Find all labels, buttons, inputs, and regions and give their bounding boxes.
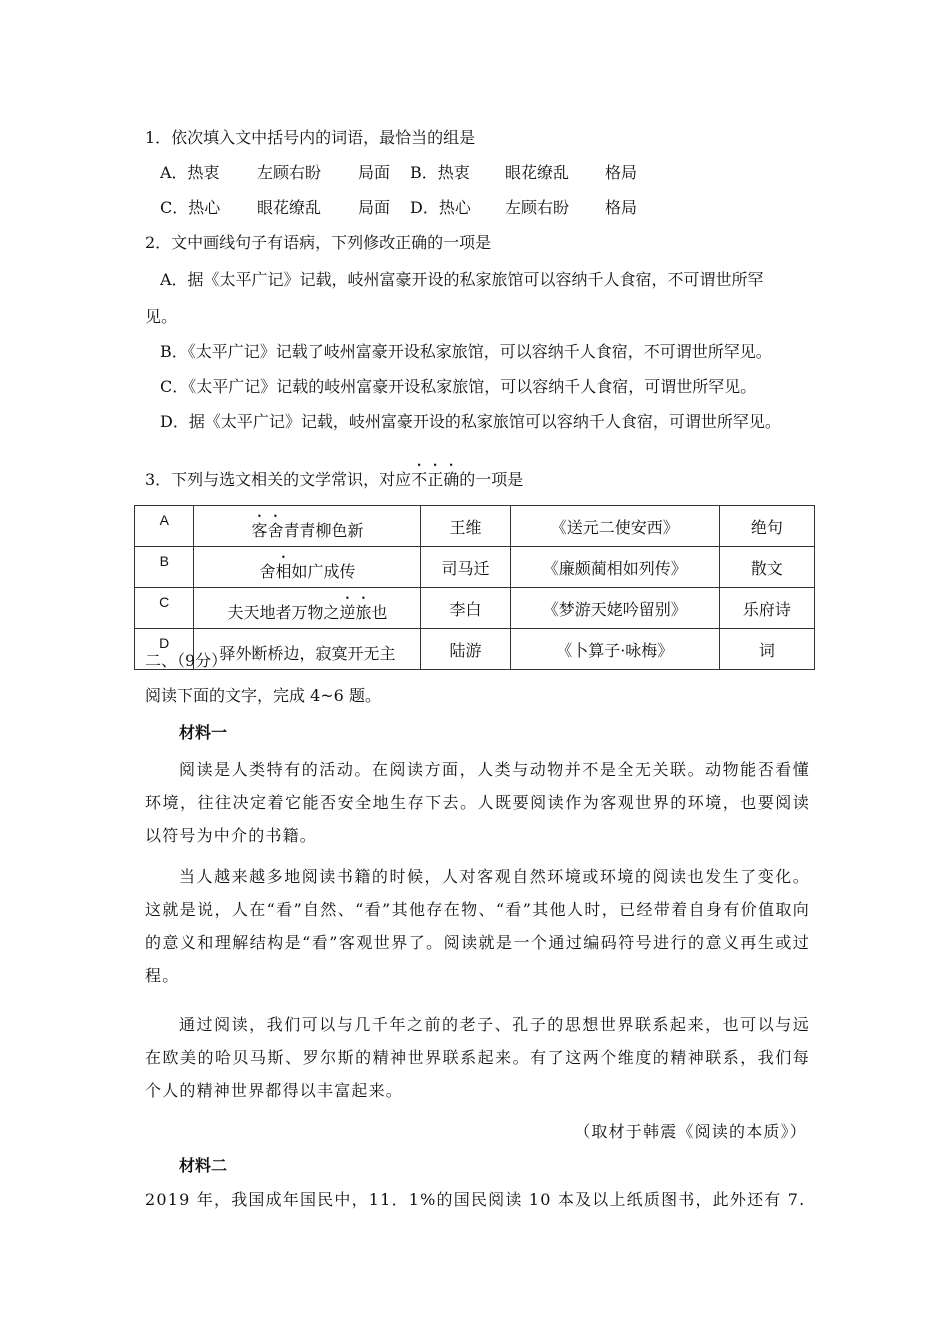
q2-option-b: B．《太平广记》记载了岐州富豪开设私家旅馆，可以容纳千人食宿，不可谓世所罕见。	[160, 342, 772, 361]
q2-stem: 2．文中画线句子有语病，下列修改正确的一项是	[145, 233, 492, 252]
q1-option-d-word1: D．热心	[410, 198, 471, 217]
material-2-paragraph-1: 2019 年，我国成年国民中，11．1%的国民阅读 10 本及以上纸质图书，此外还有 7.	[145, 1190, 806, 1209]
row-label: B	[135, 547, 194, 588]
quote-cell: 驿外断桥边，寂寞开无主	[194, 629, 421, 670]
q1-option-c-word2: 眼花缭乱	[257, 198, 322, 217]
q3-stem-emphasis: 不正确	[411, 470, 460, 489]
row-label: A	[135, 506, 194, 547]
work-cell: 《梦游天姥吟留别》	[510, 588, 719, 629]
author-cell: 王维	[421, 506, 510, 547]
q1-option-b-word1: B．热衷	[410, 163, 470, 182]
quote-cell: 舍相如广成传	[194, 547, 421, 588]
genre-cell: 乐府诗	[719, 588, 814, 629]
material-1-source: （取材于韩震《阅读的本质》）	[574, 1122, 807, 1141]
q2-option-a: A．据《太平广记》记载，岐州富豪开设的私家旅馆可以容纳千人食宿，不可谓世所罕	[160, 270, 764, 289]
q2-option-c: C．《太平广记》记载的岐州富豪开设私家旅馆，可以容纳千人食宿，可谓世所罕见。	[160, 377, 757, 396]
genre-cell: 散文	[719, 547, 814, 588]
author-cell: 李白	[421, 588, 510, 629]
q3-stem-post: 的一项是	[459, 470, 524, 489]
material-2-title: 材料二	[179, 1158, 228, 1175]
author-cell: 司马迁	[421, 547, 510, 588]
row-label: C	[135, 588, 194, 629]
genre-cell: 词	[719, 629, 814, 670]
author-cell: 陆游	[421, 629, 510, 670]
material-1-paragraph-3: 通过阅读，我们可以与几千年之前的老子、孔子的思想世界联系起来，也可以与远在欧美的哈贝马斯、罗尔斯的精神世界联系起来。有了这两个维度的精神联系，我们每个人的精神世界都得以丰富起来。	[145, 1015, 810, 1100]
genre-cell: 绝句	[719, 506, 814, 547]
q1-option-c-word3: 局面	[358, 198, 391, 217]
material-1-title: 材料一	[179, 725, 228, 742]
table-row	[135, 547, 815, 588]
q1-option-a-word2: 左顾右盼	[257, 163, 322, 182]
quote-cell: 夫天地者万物之逆旅也	[194, 588, 421, 629]
literature-table	[134, 505, 815, 670]
work-cell: 《卜算子·咏梅》	[510, 629, 719, 670]
q1-option-d-word3: 格局	[605, 198, 638, 217]
q3-stem-pre: 3．下列与选文相关的文学常识，对应	[145, 470, 412, 489]
table-row	[135, 588, 815, 629]
work-cell: 《送元二使安西》	[510, 506, 719, 547]
q1-option-b-word2: 眼花缭乱	[505, 163, 570, 182]
section-2-header: 二、（9分）	[145, 651, 228, 670]
table-row	[135, 629, 815, 670]
q2-option-d: D．据《太平广记》记载，岐州富豪开设的私家旅馆可以容纳千人食宿，可谓世所罕见。	[160, 412, 781, 431]
q2-option-a-cont: 见。	[145, 307, 178, 326]
row-label: D	[135, 629, 194, 670]
q1-stem: 1．依次填入文中括号内的词语，最恰当的组是	[145, 128, 476, 147]
q1-option-c-word1: C．热心	[160, 198, 221, 217]
q1-option-a-word1: A．热衷	[160, 163, 220, 182]
q1-option-b-word3: 格局	[605, 163, 638, 182]
q1-option-d-word2: 左顾右盼	[505, 198, 570, 217]
work-cell: 《廉颇蔺相如列传》	[510, 547, 719, 588]
material-1-paragraph-2: 当人越来越多地阅读书籍的时候，人对客观自然环境或环境的阅读也发生了变化。这就是说，人在“看”自然、“看”其他存在物、“看”其他人时，已经带着自身有价值取向的意义和理解结构是“看”客观世界了。阅读就是一个通过编码符号进行的意义再生或过程。	[145, 867, 810, 985]
quote-cell: 客舍青青柳色新	[194, 506, 421, 547]
q1-option-a-word3: 局面	[358, 163, 391, 182]
material-1-paragraph-1: 阅读是人类特有的活动。在阅读方面，人类与动物并不是全无关联。动物能否看懂环境，往往决定着它能否安全地生存下去。人既要阅读作为客观世界的环境，也要阅读以符号为中介的书籍。	[145, 760, 810, 845]
q3-stem	[145, 461, 523, 490]
table-row	[135, 506, 815, 547]
section-2-instruction: 阅读下面的文字，完成 4~6 题。	[145, 686, 381, 705]
